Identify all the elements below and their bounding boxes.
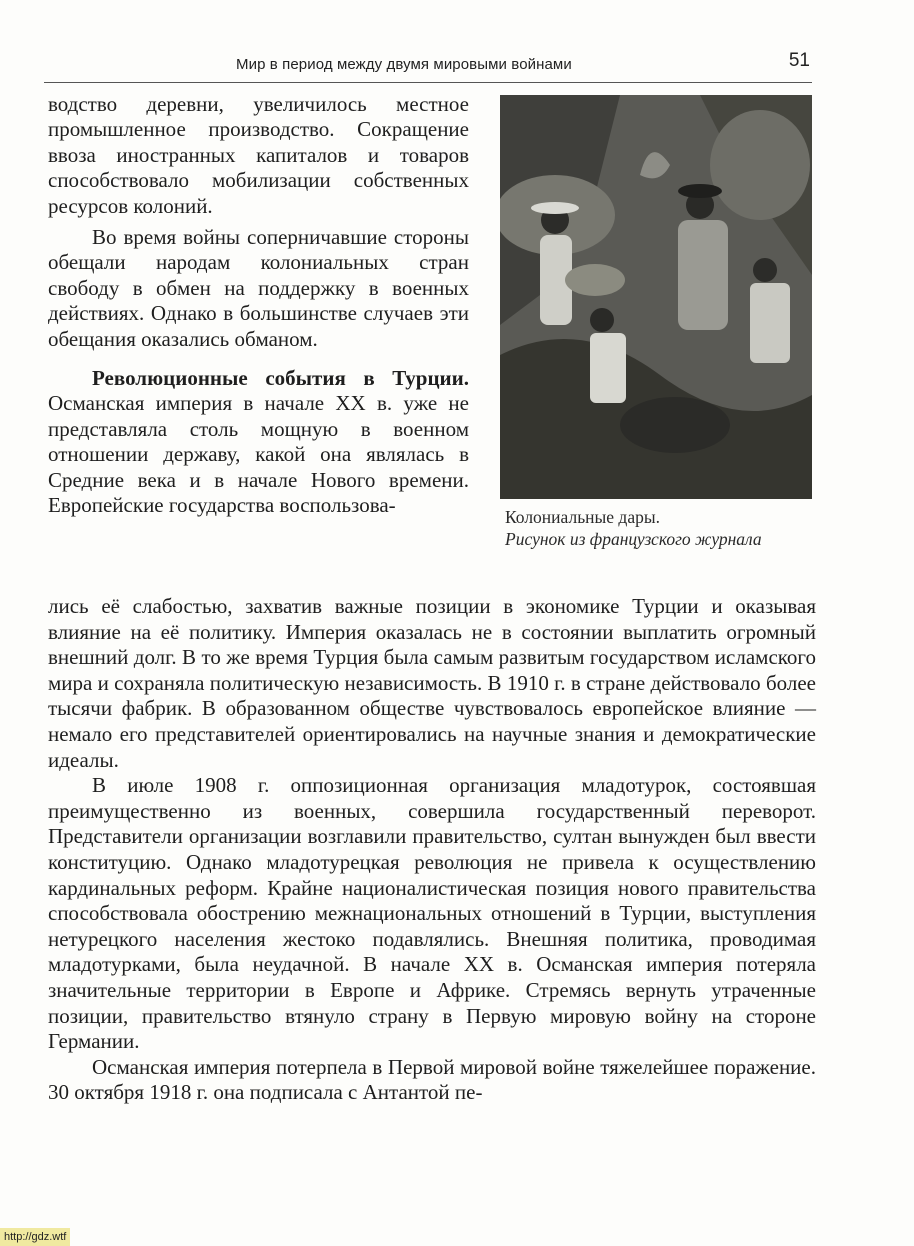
paragraph (48, 366, 469, 518)
illustration-drawing (500, 95, 812, 499)
left-column-text (48, 92, 469, 519)
chapter-title: Мир в период между двумя мировыми войнами (236, 56, 572, 73)
figure-caption (505, 506, 805, 550)
paragraph: Во время войны соперничавшие стороны обещали народам колониальных стран свободу в обмен на поддержку в военных действиях. Однако в большинстве случаев эти обещания оказались обманом. (48, 225, 469, 351)
caption-source: Рисунок из французского журнала (505, 529, 762, 549)
paragraph-text: Османская империя в начале XX в. уже не представляла столь мощную в военном отношении державу, какой она являлась в Средние века и в начале Нового времени. Европейские государства воспользова- (48, 391, 469, 518)
running-header (44, 46, 812, 83)
section-heading: Революционные события в Турции. (92, 366, 469, 391)
paragraph: В июле 1908 г. оппозиционная организация младотурок, состоявшая преимущественно из военных, совершила государственный переворот. Представители организации возглавили правительство, султан вынужден был ввести конституцию. Однако младотурецкая революция не привела к осуществлению кардинальных реформ. Крайне националистическая позиция нового правительства способствовала обострению межнациональных отношений в Турции, выступления нетурецкого населения жестоко подавлялись. Внешняя политика, проводимая младотурками, была неудачной. В начале XX в. Османская империя потеряла значительные территории в Европе и Африке. Стремясь вернуть утраченные позиции, правительство втянуло страну в Первую мировую войну на стороне Германии. (48, 773, 816, 1054)
illustration-colonial-gifts (500, 95, 812, 499)
paragraph: Османская империя потерпела в Первой мировой войне тяжелейшее поражение. 30 октября 1918 г. она подписала с Антантой пе- (48, 1054, 816, 1105)
caption-title: Колониальные дары. (505, 507, 660, 527)
watermark-link[interactable]: http://gdz.wtf (0, 1228, 70, 1246)
page-number: 51 (788, 50, 810, 71)
paragraph: водство деревни, увеличилось местное промышленное производство. Сокращение ввоза иностранных капиталов и товаров способствовало мобилизации собственных ресурсов колоний. (48, 92, 469, 218)
full-width-text (48, 594, 816, 1106)
paragraph: лись её слабостью, захватив важные позиции в экономике Турции и оказывая влияние на её политику. Империя оказалась не в состоянии выплатить огромный внешний долг. В то же время Турция была самым развитым государством исламского мира и сохраняла политическую независимость. В 1910 г. в стране действовало более тысячи фабрик. В образованном обществе чувствовалось европейское влияние — немало его представителей ориентировались на научные знания и демократические идеалы. (48, 594, 816, 772)
